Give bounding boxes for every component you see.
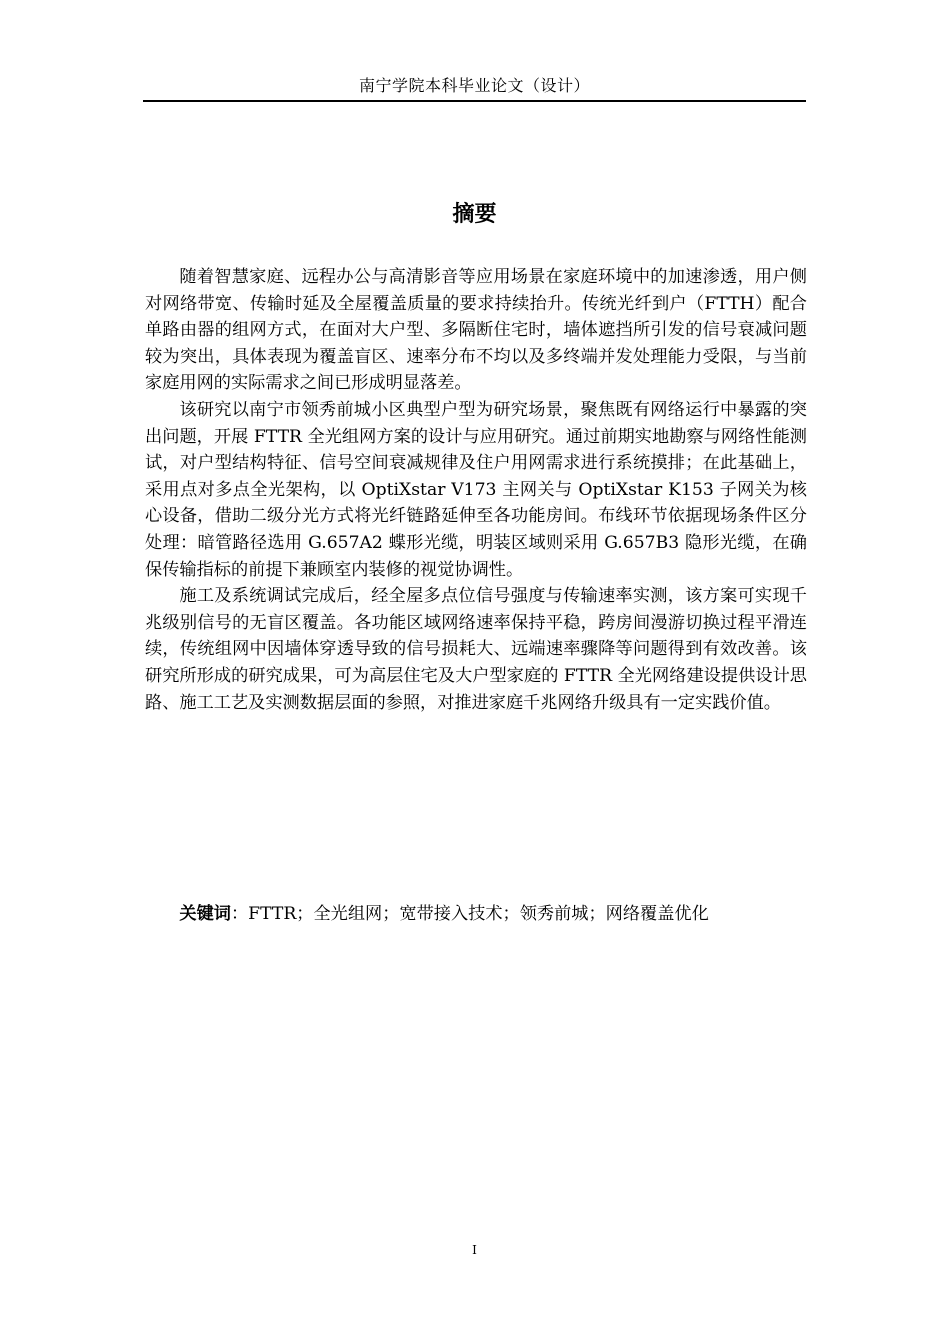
- abstract-title: 摘要: [452, 201, 497, 227]
- keywords-separator: ：: [230, 904, 249, 924]
- abstract-paragraph-2: 该研究以南宁市领秀前城小区典型户型为研究场景，聚焦既有网络运行中暴露的突出问题，开展 FTTR 全光组网方案的设计与应用研究。通过前期实地勘察与网络性能测试，对户型结构特征、信号空间衰减规律及住户用网需求进行系统摸排；在此基础上，采用点对多点全光架构，以 OptiXstar V173 主网关与 OptiXstar K153 子网关为核心设备，借助二级分光方式将光纤链路延伸至各功能房间。布线环节依据现场条件区分处理：暗管路径选用 G.657A2 蝶形光缆，明装区域则采用 G.657B3 隐形光缆，在确保传输指标的前提下兼顾室内装修的视觉协调性。: [145, 399, 807, 580]
- abstract-paragraph-1: 随着智慧家庭、远程办公与高清影音等应用场景在家庭环境中的加速渗透，用户侧对网络带宽、传输时延及全屋覆盖质量的要求持续抬升。传统光纤到户（FTTH）配合单路由器的组网方式，在面对大户型、多隔断住宅时，墙体遮挡所引发的信号衰减问题较为突出，具体表现为覆盖盲区、速率分布不均以及多终端并发处理能力受限，与当前家庭用网的实际需求之间已形成明显落差。: [145, 267, 807, 394]
- keywords-line: [145, 901, 807, 927]
- header-rule: [143, 100, 806, 102]
- abstract-paragraph-3: 施工及系统调试完成后，经全屋多点位信号强度与传输速率实测，该方案可实现千兆级别信号的无盲区覆盖。各功能区域网络速率保持平稳，跨房间漫游切换过程平滑连续，传统组网中因墙体穿透导致的信号损耗大、远端速率骤降等问题得到有效改善。该研究所形成的研究成果，可为高层住宅及大户型家庭的 FTTR 全光网络建设提供设计思路、施工工艺及实测数据层面的参照，对推进家庭千兆网络升级具有一定实践价值。: [145, 586, 807, 713]
- page-number: I: [472, 1243, 477, 1257]
- keywords-value: FTTR；全光组网；宽带接入技术；领秀前城；网络覆盖优化: [248, 904, 709, 924]
- running-header: 南宁学院本科毕业论文（设计）: [358, 76, 590, 95]
- abstract-body: [145, 264, 807, 716]
- keywords-label: 关键词: [179, 904, 231, 924]
